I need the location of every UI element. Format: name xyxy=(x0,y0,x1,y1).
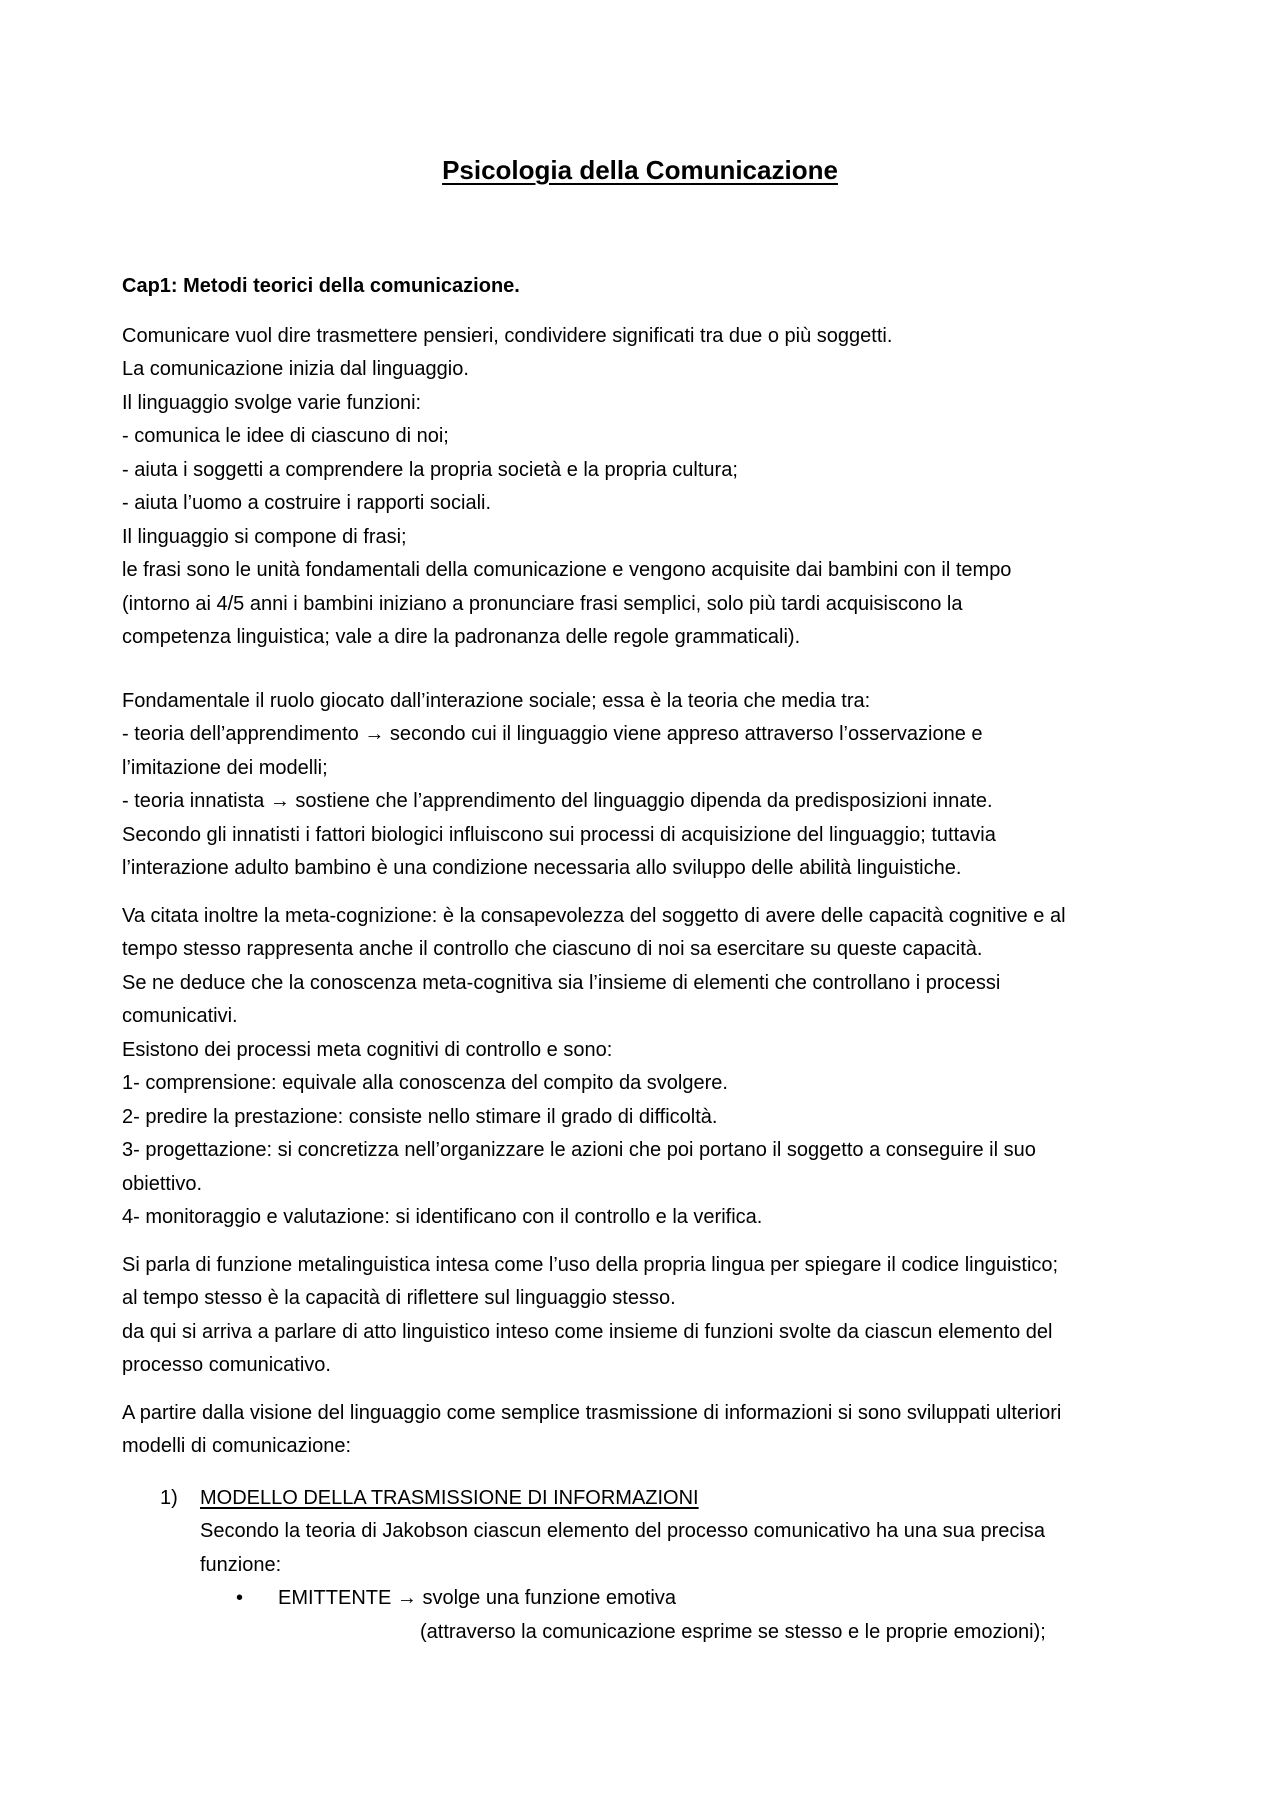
text-line: processo comunicativo. xyxy=(122,1354,331,1376)
paragraph-social-interaction xyxy=(122,685,1172,886)
text-line: modelli di comunicazione: xyxy=(122,1435,352,1457)
text-line: - teoria innatista → sostiene che l’apprendimento del linguaggio dipenda da predisposizioni innate. xyxy=(122,790,993,812)
text-line: - aiuta i soggetti a comprendere la propria società e la propria cultura; xyxy=(122,458,738,481)
text-line: competenza linguistica; vale a dire la padronanza delle regole grammaticali). xyxy=(122,626,801,648)
text-line: Il linguaggio si compone di frasi; xyxy=(122,525,407,548)
text-line: Se ne deduce che la conoscenza meta-cognitiva sia l’insieme di elementi che controllano i processi xyxy=(122,971,1001,994)
text-line: 2- predire la prestazione: consiste nello stimare il grado di difficoltà. xyxy=(122,1105,718,1128)
text-line: obiettivo. xyxy=(122,1172,203,1195)
text-line: l’imitazione dei modelli; xyxy=(122,756,328,779)
list-item-title: MODELLO DELLA TRASMISSIONE DI INFORMAZIONI xyxy=(200,1486,699,1509)
text-line: Secondo gli innatisti i fattori biologici influiscono sui processi di acquisizione del linguaggio; tuttavia xyxy=(122,823,996,846)
bullet-text: EMITTENTE → svolge una funzione emotiva xyxy=(278,1587,676,1609)
text-line: Va citata inoltre la meta-cognizione: è la consapevolezza del soggetto di avere delle capacità cognitive e al xyxy=(122,904,1066,927)
text-line: La comunicazione inizia dal linguaggio. xyxy=(122,358,469,380)
paragraph-intro xyxy=(122,320,1172,655)
document-body xyxy=(122,270,1172,1649)
text-line: al tempo stesso è la capacità di riflettere sul linguaggio stesso. xyxy=(122,1287,676,1309)
document-title: Psicologia della Comunicazione xyxy=(442,155,838,185)
text-line: da qui si arriva a parlare di atto linguistico inteso come insieme di funzioni svolte da ciascun elemento del xyxy=(122,1320,1053,1343)
text-line: 4- monitoraggio e valutazione: si identificano con il controllo e la verifica. xyxy=(122,1206,763,1228)
list-number: 1) xyxy=(160,1486,178,1509)
list-item xyxy=(122,1482,1172,1583)
chapter-heading: Cap1: Metodi teorici della comunicazione. xyxy=(122,275,520,297)
models-list xyxy=(122,1482,1172,1650)
paragraph-meta-cognition xyxy=(122,900,1172,1235)
paragraph-metalinguistic xyxy=(122,1249,1172,1383)
text-line: Fondamentale il ruolo giocato dall’interazione sociale; essa è la teoria che media tra: xyxy=(122,689,871,712)
text-line: (intorno ai 4/5 anni i bambini iniziano a pronunciare frasi semplici, solo più tardi acquisiscono la xyxy=(122,592,963,615)
text-line: tempo stesso rappresenta anche il controllo che ciascuno di noi sa esercitare su queste capacità. xyxy=(122,938,983,960)
text-line: Comunicare vuol dire trasmettere pensieri, condividere significati tra due o più soggetti. xyxy=(122,324,893,347)
bullet-icon: • xyxy=(236,1587,244,1609)
text-line: Il linguaggio svolge varie funzioni: xyxy=(122,391,422,414)
text-line: le frasi sono le unità fondamentali della comunicazione e vengono acquisite dai bambini con il tempo xyxy=(122,559,1012,581)
text-line: - aiuta l’uomo a costruire i rapporti sociali. xyxy=(122,492,492,514)
paragraph-models-intro xyxy=(122,1397,1172,1464)
text-line: - comunica le idee di ciascuno di noi; xyxy=(122,425,449,447)
bullet-item xyxy=(122,1582,1172,1616)
text-line: l’interazione adulto bambino è una condizione necessaria allo sviluppo delle abilità linguistiche. xyxy=(122,857,962,879)
text-line: Si parla di funzione metalinguistica intesa come l’uso della propria lingua per spiegare il codice linguistico; xyxy=(122,1253,1059,1276)
text-line: funzione: xyxy=(200,1553,282,1576)
text-line: comunicativi. xyxy=(122,1005,238,1027)
bullet-continuation: (attraverso la comunicazione esprime se stesso e le proprie emozioni); xyxy=(420,1620,1046,1643)
text-line: 3- progettazione: si concretizza nell’organizzare le azioni che poi portano il soggetto a conseguire il suo xyxy=(122,1139,1036,1161)
text-line: - teoria dell’apprendimento → secondo cui il linguaggio viene appreso attraverso l’osservazione e xyxy=(122,723,983,745)
text-line: 1- comprensione: equivale alla conoscenza del compito da svolgere. xyxy=(122,1072,728,1094)
text-line: Secondo la teoria di Jakobson ciascun elemento del processo comunicativo ha una sua precisa xyxy=(200,1520,1045,1542)
text-line: Esistono dei processi meta cognitivi di controllo e sono: xyxy=(122,1038,613,1061)
text-line: A partire dalla visione del linguaggio come semplice trasmissione di informazioni si sono sviluppati ulteriori xyxy=(122,1401,1062,1424)
